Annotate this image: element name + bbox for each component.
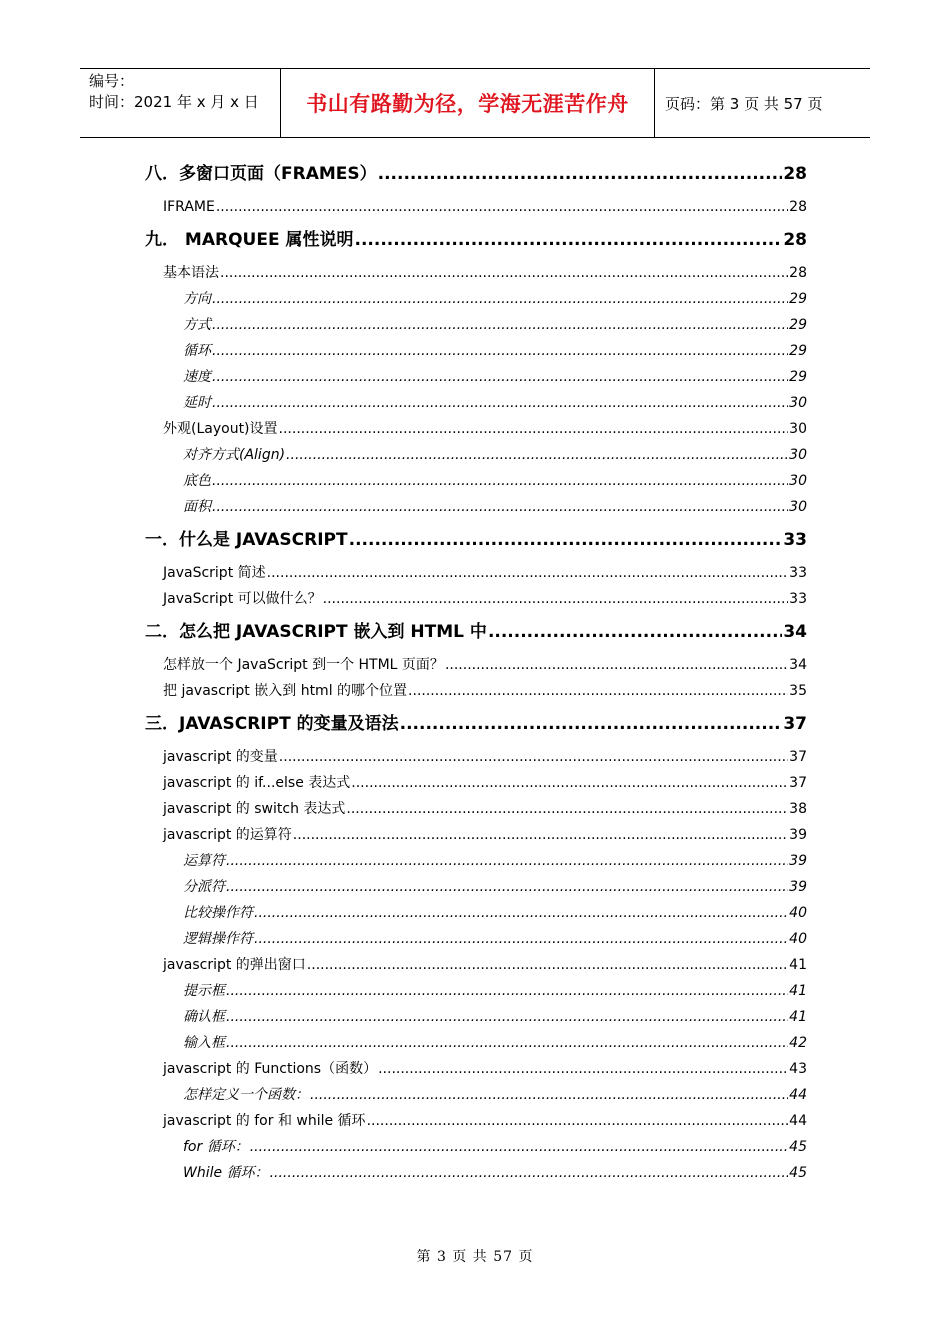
toc-section-entry[interactable] [145,770,807,796]
toc-section-entry[interactable] [145,260,807,286]
toc-entry-title: 速度 [183,369,211,385]
toc-entry-title: 循环 [183,343,211,359]
toc-entry-title: 输入框 [183,1035,225,1051]
toc-leader-dots [226,874,788,900]
toc-leader-dots [286,442,788,468]
toc-entry-page-number: 44 [789,1087,807,1103]
toc-subsection-entry[interactable] [145,1160,807,1186]
toc-entry-title: 怎样定义一个函数： [183,1087,309,1103]
toc-entry-title: 延时 [183,395,211,411]
toc-entry-page-number: 29 [789,291,807,307]
toc-subsection-entry[interactable] [145,1082,807,1108]
toc-leader-dots [279,416,789,442]
toc-entry-page-number: 45 [789,1139,807,1155]
toc-leader-dots [212,390,788,416]
toc-subsection-entry[interactable] [145,442,807,468]
toc-leader-dots [254,926,788,952]
toc-leader-dots [445,652,788,678]
toc-entry-title: javascript 的 if...else 表达式 [163,775,351,791]
toc-entry-page-number: 37 [789,749,807,765]
toc-chapter-entry[interactable] [145,616,807,652]
toc-chapter-entry[interactable] [145,524,807,560]
header-time-label: 时间：2021 年 x 月 x 日 [89,93,259,111]
toc-leader-dots [354,224,782,256]
toc-leader-dots [310,1082,788,1108]
toc-entry-page-number: 33 [789,565,807,581]
toc-subsection-entry[interactable] [145,338,807,364]
toc-section-entry[interactable] [145,1108,807,1134]
toc-leader-dots [212,364,788,390]
toc-chapter-entry[interactable] [145,158,807,194]
toc-entry-page-number: 40 [789,905,807,921]
toc-chapter-entry[interactable] [145,708,807,744]
toc-entry-page-number: 30 [789,473,807,489]
toc-leader-dots [267,560,789,586]
toc-entry-title: javascript 的 switch 表达式 [163,801,346,817]
toc-entry-title: javascript 的运算符 [163,827,292,843]
toc-section-entry[interactable] [145,586,807,612]
toc-subsection-entry[interactable] [145,468,807,494]
toc-entry-page-number: 28 [783,164,807,184]
toc-entry-page-number: 37 [783,714,807,734]
toc-entry-title: While 循环： [183,1165,269,1181]
toc-leader-dots [270,1160,789,1186]
toc-entry-title: for 循环： [183,1139,249,1155]
toc-entry-page-number: 29 [789,317,807,333]
toc-section-entry[interactable] [145,822,807,848]
toc-leader-dots [226,978,788,1004]
toc-leader-dots [254,900,788,926]
toc-entry-page-number: 35 [789,683,807,699]
toc-entry-page-number: 39 [789,827,807,843]
toc-subsection-entry[interactable] [145,1004,807,1030]
toc-subsection-entry[interactable] [145,848,807,874]
toc-entry-title: 确认框 [183,1009,225,1025]
toc-section-entry[interactable] [145,952,807,978]
toc-leader-dots [220,260,788,286]
toc-entry-title: 怎样放一个 JavaScript 到一个 HTML 页面？ [163,657,444,673]
toc-entry-page-number: 30 [789,421,807,437]
header-page-info: 页码：第 3 页 共 57 页 [665,94,823,113]
toc-leader-dots [212,286,788,312]
toc-leader-dots [226,848,788,874]
toc-entry-page-number: 39 [789,879,807,895]
toc-entry-title: 二．怎么把 JAVASCRIPT 嵌入到 HTML 中 [145,622,487,642]
toc-leader-dots [378,158,783,190]
toc-entry-title: 底色 [183,473,211,489]
toc-entry-title: 比较操作符 [183,905,253,921]
toc-section-entry[interactable] [145,678,807,704]
toc-entry-title: 外观(Layout)设置 [163,421,278,437]
toc-leader-dots [212,338,788,364]
toc-entry-title: 九． MARQUEE 属性说明 [145,230,354,250]
toc-entry-title: 逻辑操作符 [183,931,253,947]
toc-subsection-entry[interactable] [145,900,807,926]
toc-subsection-entry[interactable] [145,874,807,900]
toc-entry-title: javascript 的 Functions（函数） [163,1061,378,1077]
toc-leader-dots [212,312,788,338]
toc-entry-title: 基本语法 [163,265,219,281]
toc-leader-dots [250,1134,788,1160]
toc-entry-page-number: 34 [783,622,807,642]
toc-chapter-entry[interactable] [145,224,807,260]
toc-entry-title: 运算符 [183,853,225,869]
toc-leader-dots [279,744,788,770]
header-motto: 书山有路勤为径，学海无涯苦作舟 [281,69,655,137]
toc-entry-page-number: 45 [789,1165,807,1181]
toc-entry-page-number: 29 [789,343,807,359]
toc-entry-page-number: 33 [789,591,807,607]
toc-entry-page-number: 28 [783,230,807,250]
toc-entry-title: JavaScript 可以做什么？ [163,591,322,607]
toc-section-entry[interactable] [145,194,807,220]
toc-entry-title: 把 javascript 嵌入到 html 的哪个位置 [163,683,408,699]
toc-entry-page-number: 33 [783,530,807,550]
toc-section-entry[interactable] [145,416,807,442]
toc-entry-title: javascript 的弹出窗口 [163,957,306,973]
toc-entry-title: 面积 [183,499,211,515]
toc-entry-page-number: 30 [789,395,807,411]
toc-subsection-entry[interactable] [145,286,807,312]
toc-leader-dots [293,822,788,848]
toc-leader-dots [212,494,788,520]
toc-entry-title: 一．什么是 JAVASCRIPT [145,530,348,550]
toc-leader-dots [212,468,788,494]
toc-entry-page-number: 40 [789,931,807,947]
header-left-cell [80,69,281,137]
page-footer: 第 3 页 共 57 页 [416,1249,534,1265]
toc-entry-page-number: 38 [789,801,807,817]
toc-entry-title: javascript 的 for 和 while 循环 [163,1113,366,1129]
toc-entry-title: javascript 的变量 [163,749,278,765]
toc-entry-title: 三．JAVASCRIPT 的变量及语法 [145,714,399,734]
toc-entry-title: 提示框 [183,983,225,999]
toc-leader-dots [216,194,788,220]
toc-section-entry[interactable] [145,652,807,678]
toc-entry-page-number: 28 [789,199,807,215]
toc-entry-title: 八．多窗口页面（FRAMES） [145,164,377,184]
toc-leader-dots [226,1004,788,1030]
toc-entry-page-number: 29 [789,369,807,385]
toc-leader-dots [323,586,789,612]
toc-entry-page-number: 42 [789,1035,807,1051]
toc-leader-dots [400,708,783,740]
toc-entry-page-number: 39 [789,853,807,869]
header-code-label: 编号： [89,72,135,90]
toc-leader-dots [307,952,788,978]
toc-entry-title: 方向 [183,291,211,307]
toc-entry-page-number: 41 [789,983,807,999]
toc-section-entry[interactable] [145,744,807,770]
toc-entry-page-number: 28 [789,265,807,281]
toc-leader-dots [349,524,783,556]
toc-entry-page-number: 41 [789,1009,807,1025]
toc-section-entry[interactable] [145,560,807,586]
toc-entry-page-number: 37 [789,775,807,791]
toc-subsection-entry[interactable] [145,1030,807,1056]
toc-entry-title: 对齐方式(Align) [183,447,286,463]
toc-entry-title: 方式 [183,317,211,333]
toc-subsection-entry[interactable] [145,494,807,520]
toc-entry-title: IFRAME [163,199,215,215]
toc-leader-dots [351,770,788,796]
page-header [80,68,870,138]
toc-entry-page-number: 34 [789,657,807,673]
toc-entry-page-number: 30 [789,499,807,515]
toc-leader-dots [378,1056,788,1082]
toc-subsection-entry[interactable] [145,978,807,1004]
toc-entry-page-number: 41 [789,957,807,973]
toc-subsection-entry[interactable] [145,364,807,390]
toc-subsection-entry[interactable] [145,390,807,416]
toc-leader-dots [408,678,788,704]
toc-section-entry[interactable] [145,1056,807,1082]
toc-entry-title: 分派符 [183,879,225,895]
toc-entry-page-number: 30 [789,447,807,463]
toc-entry-page-number: 43 [789,1061,807,1077]
toc-entry-title: JavaScript 简述 [163,565,266,581]
toc-entry-page-number: 44 [789,1113,807,1129]
toc-section-entry[interactable] [145,796,807,822]
toc-subsection-entry[interactable] [145,312,807,338]
toc-subsection-entry[interactable] [145,926,807,952]
toc-leader-dots [226,1030,788,1056]
toc-leader-dots [488,616,782,648]
table-of-contents [145,158,807,1186]
toc-subsection-entry[interactable] [145,1134,807,1160]
toc-leader-dots [346,796,788,822]
toc-leader-dots [367,1108,789,1134]
